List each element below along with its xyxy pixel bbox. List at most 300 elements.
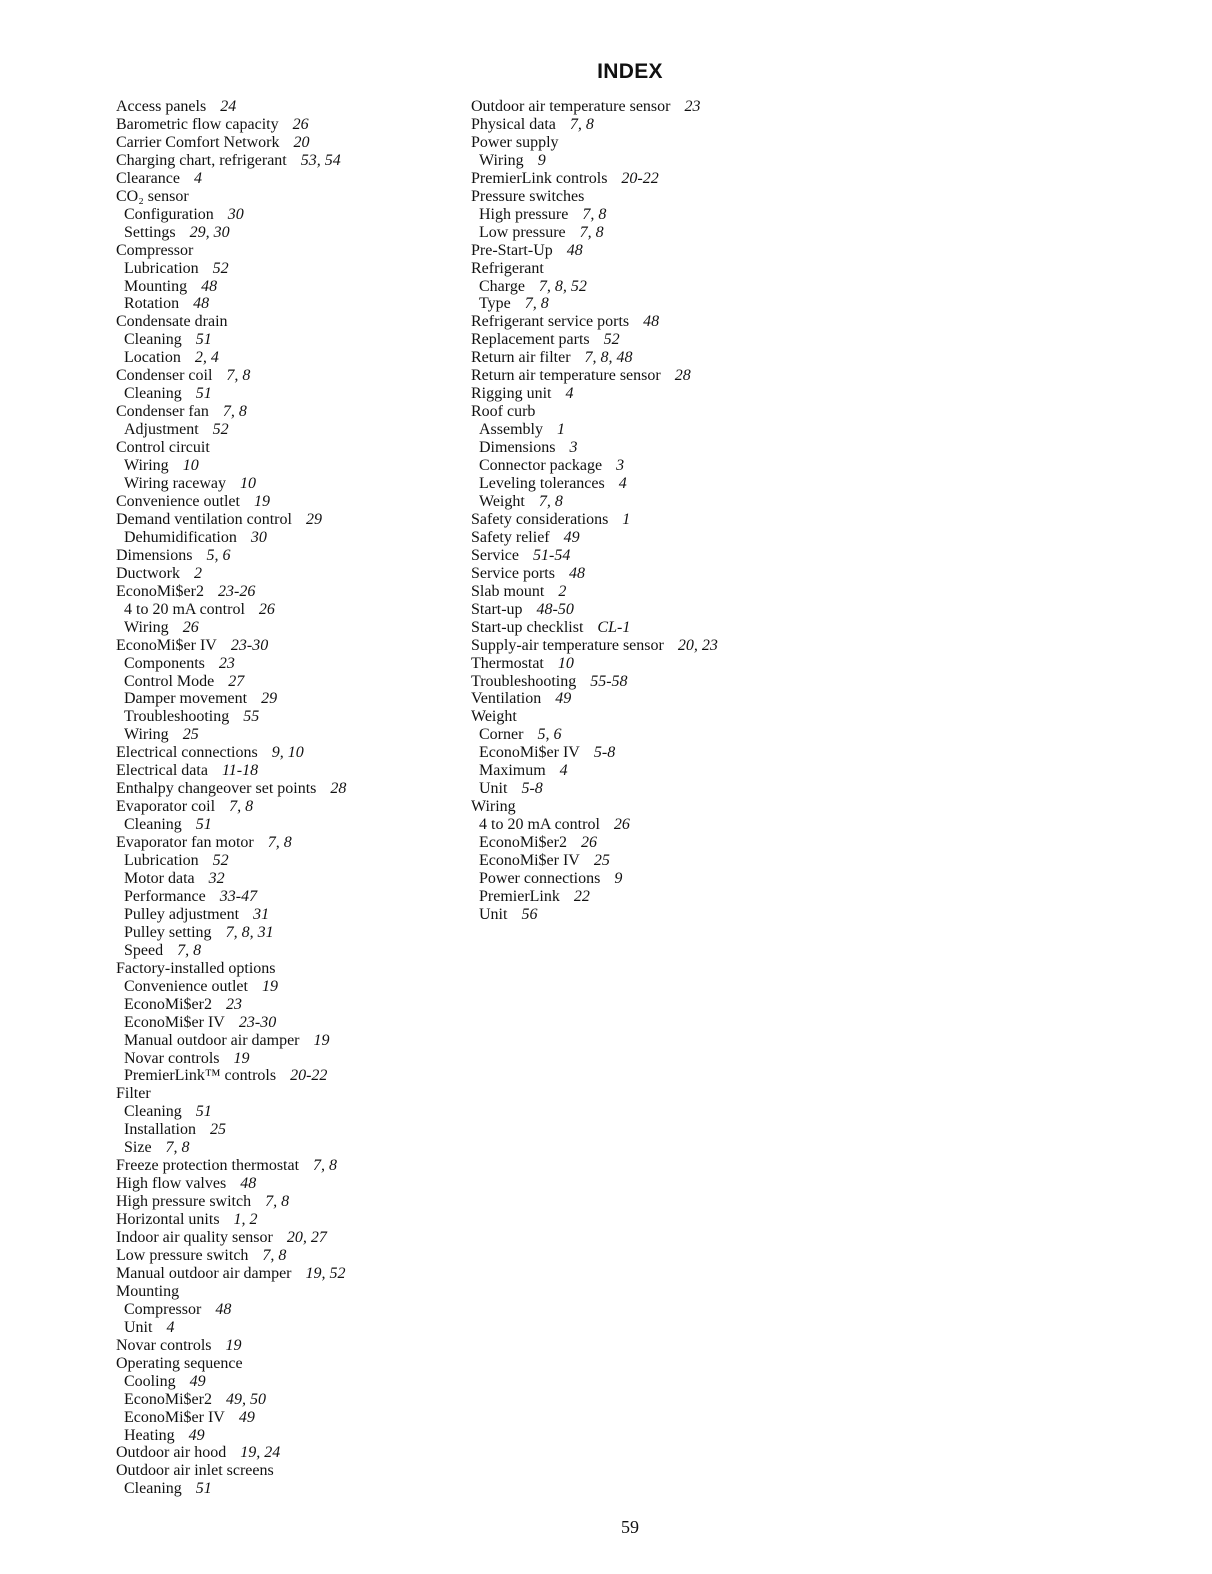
index-term: Start-up checklist (471, 618, 584, 636)
index-page-ref: 23-30 (230, 636, 269, 654)
index-entry (471, 260, 791, 278)
index-subentry (116, 708, 446, 726)
index-term: Manual outdoor air damper (124, 1031, 300, 1049)
index-term: 4 to 20 mA control (124, 600, 245, 618)
index-page-ref: 51 (195, 816, 212, 834)
index-term: Novar controls (116, 1336, 212, 1354)
index-term: Heating (124, 1426, 175, 1444)
index-page-ref: 23 (225, 995, 242, 1013)
index-subentry (116, 852, 446, 870)
index-page-ref: 1 (557, 421, 565, 439)
index-term: Low pressure switch (116, 1247, 249, 1264)
index-entry (471, 403, 791, 421)
index-page-ref: 26 (258, 600, 275, 618)
index-subentry (116, 349, 446, 367)
index-page-ref: 7, 8 (226, 367, 251, 385)
index-page-ref: 1 (622, 510, 631, 528)
index-page-ref: 10 (557, 654, 574, 672)
index-subentry (116, 1032, 446, 1050)
index-page-ref: 19 (313, 1031, 330, 1049)
index-entry (471, 170, 791, 188)
index-term: Damper movement (124, 690, 248, 708)
index-term: Cooling (124, 1372, 176, 1390)
index-term: Cleaning (124, 331, 182, 349)
index-entry (116, 1157, 446, 1175)
index-page-ref: 5-8 (521, 780, 543, 798)
index-page-ref: 7, 8 (267, 834, 292, 852)
index-term: Operating sequence (116, 1354, 243, 1372)
index-entry (116, 1175, 446, 1193)
index-page-ref: 32 (208, 869, 225, 887)
index-term: Wiring (124, 457, 169, 475)
index-term: Indoor air quality sensor (116, 1229, 273, 1247)
index-term: Wiring raceway (124, 475, 226, 493)
index-subentry (116, 1373, 446, 1391)
index-page-ref: 52 (603, 331, 620, 349)
index-entry (471, 511, 791, 529)
index-term: EconoMi$er IV (479, 744, 580, 762)
index-subentry (116, 421, 446, 439)
index-entry (471, 134, 791, 152)
index-subentry (116, 726, 446, 744)
index-page-ref: 49 (555, 690, 572, 708)
index-entry (471, 242, 791, 260)
index-term: High pressure (479, 205, 569, 223)
index-entry (116, 1462, 446, 1480)
index-entry (116, 1337, 446, 1355)
index-term: Troubleshooting (471, 672, 577, 690)
index-subentry (471, 870, 791, 888)
index-term: CO₂ sensor (116, 187, 189, 205)
index-page-ref: 26 (182, 618, 199, 636)
index-page-ref: 7, 8 (229, 798, 254, 816)
index-entry (116, 1229, 446, 1247)
index-term: Evaporator fan motor (116, 834, 254, 852)
index-entry (116, 511, 446, 529)
index-page-ref: 28 (674, 367, 691, 385)
index-term: Evaporator coil (116, 798, 216, 816)
index-page-ref: 51 (195, 331, 212, 349)
index-term: Compressor (124, 1300, 202, 1318)
index-term: Motor data (124, 869, 195, 887)
index-subentry (116, 942, 446, 960)
index-subentry (116, 870, 446, 888)
index-entry (471, 116, 791, 134)
index-term: Charge (479, 277, 525, 295)
index-entry (116, 547, 446, 565)
index-subentry (116, 655, 446, 673)
index-term: Condenser fan (116, 403, 209, 421)
index-term: Wiring (124, 618, 169, 636)
index-term: Clearance (116, 169, 180, 187)
index-page-ref: 3 (616, 457, 625, 475)
index-term: Performance (124, 887, 206, 905)
index-page-ref: 4 (565, 385, 574, 403)
index-page-ref: 7, 8 (538, 492, 563, 510)
index-term: Safety relief (471, 528, 550, 546)
index-term: Leveling tolerances (479, 475, 605, 493)
index-page-ref: 7, 8 (582, 205, 607, 223)
index-term: Refrigerant service ports (471, 313, 630, 331)
index-entry (116, 1247, 446, 1265)
index-entry (471, 655, 791, 673)
index-subentry (116, 206, 446, 224)
index-page-ref: 51-54 (532, 546, 571, 564)
index-term: Dehumidification (124, 528, 237, 546)
index-subentry (116, 906, 446, 924)
index-entry (471, 313, 791, 331)
index-term: Mounting (116, 1282, 180, 1300)
index-term: Lubrication (124, 852, 199, 870)
index-subentry (116, 224, 446, 242)
index-term: Thermostat (471, 654, 544, 672)
index-page-ref: 33-47 (219, 887, 258, 905)
index-page-ref: 7, 8 (313, 1157, 338, 1175)
index-page-ref: 19 (261, 977, 278, 995)
index-entry (471, 619, 791, 637)
index-term: Troubleshooting (124, 708, 230, 726)
index-entry (116, 744, 446, 762)
index-subentry (116, 1409, 446, 1427)
index-subentry (471, 152, 791, 170)
index-page-ref: 48 (240, 1175, 257, 1193)
index-page-ref: 7, 8 (165, 1139, 190, 1157)
index-page-ref: 5-8 (593, 744, 616, 762)
index-term: Ductwork (116, 564, 180, 582)
index-entry (116, 583, 446, 601)
index-page-ref: 19 (233, 1049, 250, 1067)
index-subentry (116, 278, 446, 296)
index-subentry (471, 421, 791, 439)
index-page-ref: 48-50 (536, 600, 574, 618)
index-term: Slab mount (471, 582, 545, 600)
index-entry (116, 367, 446, 385)
index-page-ref: 20, 23 (677, 636, 718, 654)
index-page-ref: 7, 8 (222, 403, 247, 421)
index-page-ref: 56 (521, 905, 538, 923)
index-term: Control Mode (124, 672, 215, 690)
index-term: Weight (471, 708, 517, 726)
index-subentry (116, 331, 446, 349)
index-term: Condensate drain (116, 313, 228, 331)
index-term: Lubrication (124, 259, 199, 277)
index-term: PremierLink controls (471, 169, 608, 187)
index-page-ref: 20 (293, 133, 310, 151)
index-subentry (471, 780, 791, 798)
index-entry (116, 960, 446, 978)
index-term: Mounting (124, 277, 188, 295)
index-page-ref: 55-58 (590, 672, 628, 690)
index-subentry (471, 762, 791, 780)
index-column-right (471, 98, 791, 924)
index-subentry (471, 726, 791, 744)
index-page-ref: 4 (166, 1318, 175, 1336)
index-entry (116, 637, 446, 655)
index-term: Power supply (471, 133, 559, 151)
index-page-ref: 49 (563, 528, 580, 546)
index-page-ref: 20-22 (621, 169, 659, 187)
index-page-ref: 7, 8, 31 (225, 923, 274, 941)
index-entry (116, 403, 446, 421)
index-term: Condenser coil (116, 367, 213, 385)
index-term: Electrical connections (116, 744, 258, 762)
index-entry (471, 690, 791, 708)
index-term: Start-up (471, 600, 523, 618)
index-subentry (471, 744, 791, 762)
index-entry (116, 493, 446, 511)
page-title: INDEX (597, 60, 663, 83)
index-subentry (116, 1391, 446, 1409)
index-entry (116, 170, 446, 188)
index-subentry (116, 529, 446, 547)
index-term: Cleaning (124, 816, 182, 834)
index-page-ref: 29 (261, 690, 278, 708)
index-page-ref: 2, 4 (194, 349, 219, 367)
index-entry (116, 1444, 446, 1462)
index-page-ref: 29, 30 (189, 223, 230, 241)
index-term: Assembly (479, 421, 543, 439)
index-page-ref: 48 (566, 241, 583, 259)
index-term: Pulley setting (124, 923, 212, 941)
index-subentry (471, 906, 791, 924)
index-page-ref: 25 (593, 852, 610, 870)
index-subentry (471, 834, 791, 852)
index-subentry (116, 1121, 446, 1139)
index-entry (116, 565, 446, 583)
index-page-ref: 9 (614, 869, 623, 887)
index-subentry (116, 690, 446, 708)
index-term: Settings (124, 223, 176, 241)
index-term: Size (124, 1139, 152, 1157)
index-page-ref: 19, 52 (305, 1264, 346, 1282)
index-term: Charging chart, refrigerant (116, 151, 287, 169)
index-subentry (116, 619, 446, 637)
index-page-ref: 49, 50 (225, 1390, 266, 1408)
index-term: High flow valves (116, 1175, 227, 1193)
index-column-left (116, 98, 446, 1498)
index-term: Dimensions (116, 546, 193, 564)
index-page-ref: 7, 8 (177, 941, 202, 959)
index-page-ref: 29 (305, 510, 322, 528)
index-entry (116, 1211, 446, 1229)
index-term: Corner (479, 726, 524, 744)
index-subentry (116, 1427, 446, 1445)
index-term: Enthalpy changeover set points (116, 780, 317, 798)
index-entry (471, 331, 791, 349)
index-page-ref: 11-18 (221, 762, 259, 780)
index-page-ref: 7, 8 (569, 115, 594, 133)
index-term: EconoMi$er IV (479, 852, 580, 870)
index-term: EconoMi$er IV (116, 636, 217, 654)
index-term: Low pressure (479, 223, 566, 241)
index-subentry (116, 475, 446, 493)
index-term: Wiring (479, 151, 524, 169)
index-page-ref: 48 (643, 313, 660, 331)
index-page-ref: 48 (215, 1300, 232, 1318)
index-term: Unit (124, 1318, 153, 1336)
index-subentry (116, 1480, 446, 1498)
index-term: Speed (124, 941, 164, 959)
index-entry (471, 349, 791, 367)
index-term: Outdoor air temperature sensor (471, 98, 671, 115)
index-term: Return air filter (471, 349, 571, 367)
index-entry (116, 1193, 446, 1211)
index-page-ref: 3 (569, 439, 578, 457)
index-term: Pressure switches (471, 187, 585, 205)
index-term: Supply-air temperature sensor (471, 636, 664, 654)
index-term: Rigging unit (471, 385, 552, 403)
index-page-ref: 49 (238, 1408, 255, 1426)
index-page-ref: 20-22 (290, 1067, 328, 1085)
index-page-ref: 51 (195, 385, 212, 403)
index-entry (471, 601, 791, 619)
index-entry (116, 313, 446, 331)
index-page-ref: 7, 8 (265, 1193, 290, 1211)
index-term: Manual outdoor air damper (116, 1264, 292, 1282)
index-term: Demand ventilation control (116, 510, 292, 528)
index-page-ref: 23-26 (217, 582, 256, 600)
index-entry (116, 188, 446, 206)
index-page-ref: 27 (228, 672, 245, 690)
index-page-ref: 7, 8, 52 (538, 277, 587, 295)
index-term: Pre-Start-Up (471, 241, 553, 259)
index-term: Convenience outlet (116, 492, 240, 510)
index-term: Carrier Comfort Network (116, 133, 280, 151)
index-entry (116, 1085, 446, 1103)
index-page-ref: 52 (212, 259, 229, 277)
index-page-ref: 26 (292, 115, 309, 133)
index-page-ref: 4 (559, 762, 568, 780)
index-term: EconoMi$er IV (124, 1013, 225, 1031)
index-entry (116, 1355, 446, 1373)
page-number: 59 (621, 1517, 639, 1537)
index-subentry (116, 1319, 446, 1337)
index-entry (116, 834, 446, 852)
index-page-ref: 23 (684, 98, 701, 115)
index-term: Refrigerant (471, 259, 544, 277)
index-subentry (116, 996, 446, 1014)
index-term: Cleaning (124, 1480, 182, 1498)
index-page-ref: 30 (227, 205, 244, 223)
index-entry (471, 565, 791, 583)
index-term: Unit (479, 905, 508, 923)
index-subentry (471, 439, 791, 457)
index-page-ref: 48 (193, 295, 210, 313)
index-page-ref: 2 (193, 564, 202, 582)
index-term: Convenience outlet (124, 977, 248, 995)
index-entry (116, 798, 446, 816)
index-term: Roof curb (471, 403, 536, 421)
index-subentry (116, 978, 446, 996)
index-page-ref: 23 (218, 654, 235, 672)
index-term: Barometric flow capacity (116, 115, 279, 133)
index-page-ref: 7, 8, 48 (584, 349, 633, 367)
index-term: Replacement parts (471, 331, 590, 349)
index-entry (471, 637, 791, 655)
index-term: Compressor (116, 241, 194, 259)
index-page-ref: 7, 8 (579, 223, 604, 241)
index-subentry (116, 816, 446, 834)
index-subentry (471, 888, 791, 906)
index-page-ref: 52 (212, 852, 229, 870)
index-page-ref: 5, 6 (206, 546, 231, 564)
index-page-ref: 4 (618, 475, 627, 493)
index-entry (116, 134, 446, 152)
index-entry (116, 439, 446, 457)
index-page-ref: 10 (182, 457, 199, 475)
index-term: Cleaning (124, 1103, 182, 1121)
index-term: Filter (116, 1085, 151, 1103)
index-subentry (116, 260, 446, 278)
index-page-ref: 28 (330, 780, 347, 798)
index-page-ref: 31 (253, 905, 270, 923)
index-entry (471, 798, 791, 816)
index-entry (471, 673, 791, 691)
index-entry (471, 583, 791, 601)
index-page-ref: 4 (193, 169, 202, 187)
index-term: EconoMi$er2 (124, 995, 212, 1013)
index-entry (116, 780, 446, 798)
index-entry (116, 1283, 446, 1301)
index-subentry (116, 457, 446, 475)
index-term: Maximum (479, 762, 546, 780)
index-term: Dimensions (479, 439, 556, 457)
index-term: PremierLink™ controls (124, 1067, 277, 1085)
index-page-ref: 25 (182, 726, 199, 744)
index-page-ref: CL-1 (597, 618, 631, 636)
index-term: Pulley adjustment (124, 905, 240, 923)
index-term: Cleaning (124, 385, 182, 403)
index-term: 4 to 20 mA control (479, 816, 600, 834)
index-page-ref: 22 (573, 887, 590, 905)
index-term: EconoMi$er2 (116, 582, 204, 600)
index-page-ref: 30 (250, 528, 267, 546)
index-page-ref: 48 (201, 277, 218, 295)
index-page-ref: 5, 6 (537, 726, 562, 744)
index-entry (116, 98, 446, 116)
index-term: Rotation (124, 295, 180, 313)
index-subentry (116, 295, 446, 313)
index-subentry (471, 278, 791, 296)
index-term: PremierLink (479, 887, 560, 905)
index-entry (471, 547, 791, 565)
index-subentry (471, 852, 791, 870)
index-page-ref: 19 (225, 1336, 242, 1354)
index-term: Electrical data (116, 762, 208, 780)
index-page-ref: 24 (220, 98, 237, 115)
index-term: Factory-installed options (116, 959, 276, 977)
index-term: EconoMi$er2 (124, 1390, 212, 1408)
index-entry (471, 367, 791, 385)
index-subentry (471, 224, 791, 242)
index-term: Physical data (471, 115, 556, 133)
index-entry (116, 762, 446, 780)
index-page-ref: 25 (209, 1121, 226, 1139)
index-page-ref: 19, 24 (240, 1444, 281, 1462)
index-entry (471, 385, 791, 403)
index-page-ref: 23-30 (238, 1013, 277, 1031)
index-page-ref: 9, 10 (271, 744, 304, 762)
index-subentry (116, 1103, 446, 1121)
index-subentry (471, 493, 791, 511)
index-term: Configuration (124, 205, 214, 223)
index-term: Location (124, 349, 181, 367)
index-term: Horizontal units (116, 1211, 220, 1229)
index-page-ref: 9 (537, 151, 546, 169)
index-entry (471, 188, 791, 206)
index-subentry (116, 1014, 446, 1032)
index-term: Novar controls (124, 1049, 220, 1067)
